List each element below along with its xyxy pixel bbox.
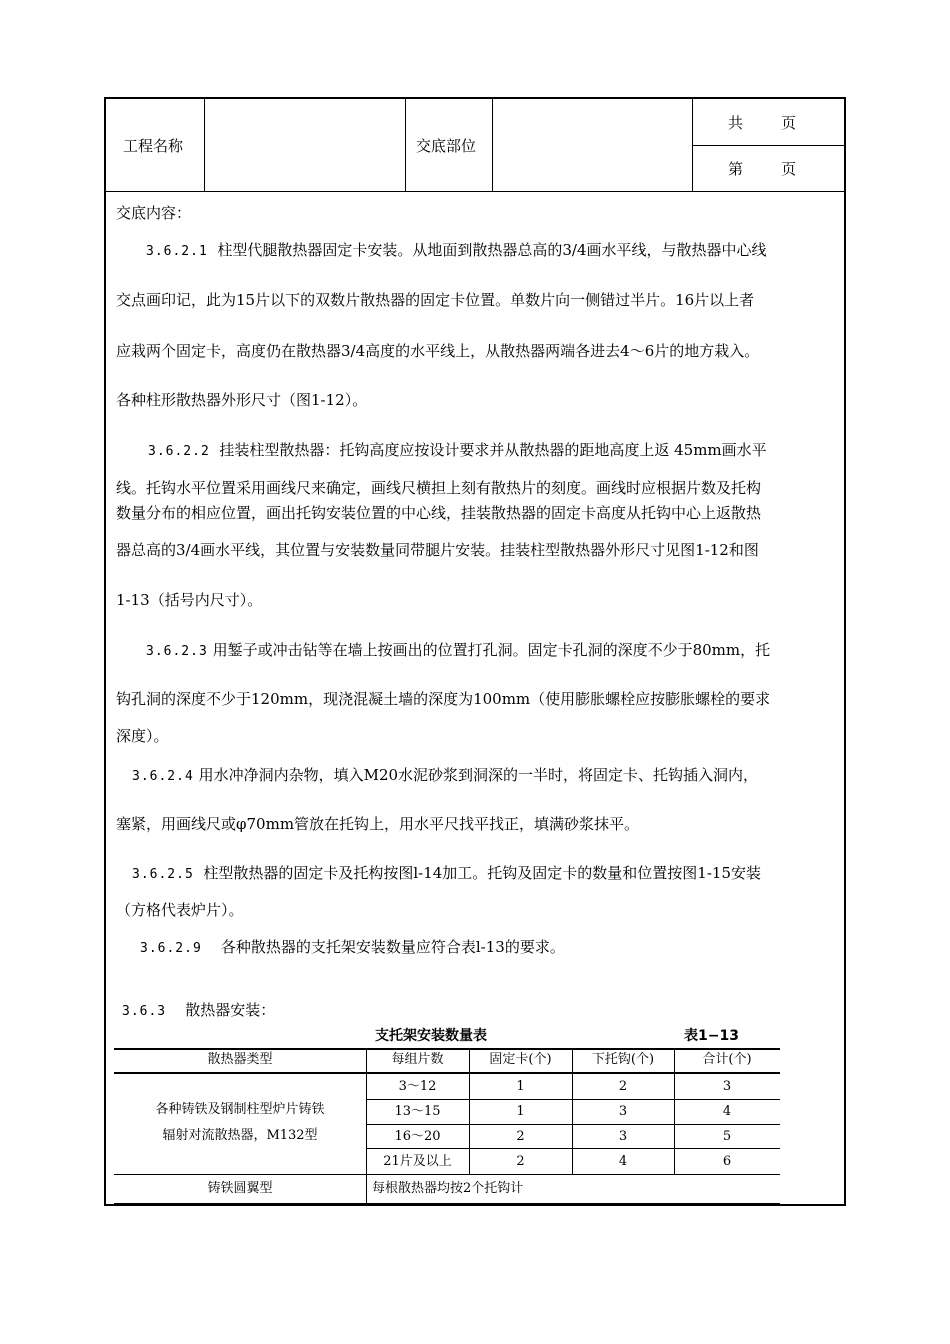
paragraph-line: 3.6.3 散热器安装： — [122, 1001, 276, 1019]
table-cell: 6 — [722, 1154, 732, 1169]
table-cell: 3 — [618, 1104, 628, 1119]
table-header: 固定卡(个) — [489, 1052, 552, 1067]
table-cell: 4 — [618, 1154, 628, 1169]
paragraph-line: 3.6.2.3 用錾子或冲击钻等在墙上按画出的位置打孔洞。固定卡孔洞的深度不少于80mm，托 — [146, 641, 771, 659]
paragraph-line: 交点画印记，此为15片以下的双数片散热器的固定卡位置。单数片向一侧错过半片。16片以上者 — [116, 291, 755, 309]
paragraph-line: 3.6.2.9 各种散热器的支托架安装数量应符合表l-13的要求。 — [140, 938, 565, 956]
page-number: 第 页 — [728, 160, 797, 178]
project-name-label: 工程名称 — [123, 137, 184, 155]
table-number: 表1−13 — [684, 1028, 739, 1044]
paragraph-line: 钩孔洞的深度不少于120mm，现浇混凝土墙的深度为100mm（使用膨胀螺栓应按膨胀螺栓的要求 — [116, 690, 771, 708]
table-cell: 4 — [722, 1104, 732, 1119]
paragraph-line: （方格代表炉片）。 — [116, 901, 244, 919]
table-cell: 2 — [618, 1079, 628, 1094]
table-cell: 3 — [722, 1079, 732, 1094]
table-cell: 3～12 — [398, 1079, 437, 1094]
table-cell-note: 每根散热器均按2个托钩计 — [372, 1181, 524, 1196]
part-label: 交底部位 — [416, 137, 477, 155]
table-cell-type: 各种铸铁及钢制柱型炉片铸铁 — [155, 1102, 325, 1117]
table-cell: 2 — [516, 1129, 525, 1144]
table-cell: 1 — [516, 1079, 525, 1094]
paragraph-line: 3.6.2.2 挂装柱型散热器：托钩高度应按设计要求并从散热器的距地高度上返 45mm画水平 — [148, 441, 767, 459]
paragraph-line: 线。托钩水平位置采用画线尺来确定，画线尺横担上刻有散热片的刻度。画线时应根据片数及托构 — [116, 479, 762, 497]
paragraph-line: 器总高的3/4画水平线，其位置与安装数量同带腿片安装。挂装柱型散热器外形尺寸见图1-12和图 — [116, 541, 759, 559]
paragraph-line: 深度）。 — [116, 727, 169, 745]
paragraph-line: 3.6.2.5 柱型散热器的固定卡及托构按图l-14加工。托钩及固定卡的数量和位置按图1-15安装 — [132, 864, 761, 882]
table-cell: 13～15 — [394, 1104, 441, 1119]
table-title: 支托架安装数量表 — [375, 1028, 487, 1044]
form-header — [106, 99, 844, 192]
table-header: 合计(个) — [702, 1052, 752, 1067]
table-cell: 21片及以上 — [383, 1154, 452, 1169]
table-header: 每组片数 — [391, 1052, 444, 1067]
bracket-quantity-table — [114, 1048, 780, 1204]
paragraph-line: 数量分布的相应位置，画出托钩安装位置的中心线，挂装散热器的固定卡高度从托钩中心上返散热 — [116, 504, 762, 522]
table-cell-type: 铸铁圆翼型 — [207, 1181, 273, 1196]
table-cell: 16～20 — [394, 1129, 441, 1144]
paragraph-line: 1-13（括号内尺寸）。 — [116, 591, 263, 609]
table-cell-type: 辐射对流散热器，M132型 — [162, 1128, 318, 1143]
total-pages: 共 页 — [728, 114, 797, 132]
paragraph-line: 3.6.2.1 柱型代腿散热器固定卡安装。从地面到散热器总高的3/4画水平线，与散热器中心线 — [146, 241, 767, 259]
table-header: 散热器类型 — [207, 1052, 273, 1067]
content-label: 交底内容： — [116, 204, 192, 222]
table-cell: 1 — [516, 1104, 525, 1119]
table-cell: 3 — [618, 1129, 628, 1144]
table-cell: 2 — [516, 1154, 525, 1169]
paragraph-line: 应栽两个固定卡，高度仍在散热器3/4高度的水平线上，从散热器两端各进去4～6片的地方栽入。 — [116, 342, 760, 360]
paragraph-line: 各种柱形散热器外形尺寸（图1-12）。 — [116, 391, 368, 409]
paragraph-line: 塞紧，用画线尺或φ70mm管放在托钩上，用水平尺找平找正，填满砂浆抹平。 — [116, 815, 640, 833]
table-header: 下托钩(个) — [591, 1052, 655, 1067]
paragraph-line: 3.6.2.4 用水冲净洞内杂物，填入M20水泥砂浆到洞深的一半时，将固定卡、托钩插入洞内， — [132, 766, 759, 784]
table-cell: 5 — [722, 1129, 732, 1144]
